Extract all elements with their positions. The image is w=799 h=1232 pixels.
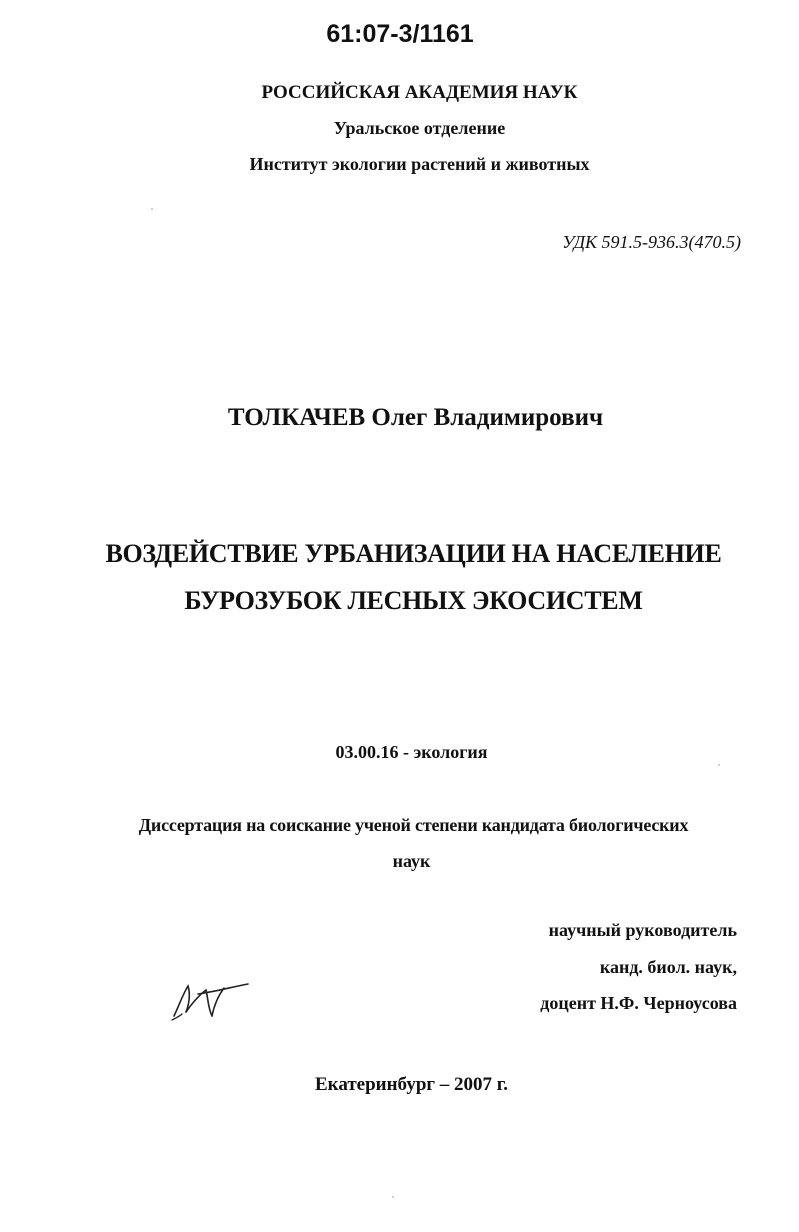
degree-statement-line-2: наук — [392, 851, 431, 871]
academy-name: РОССИЙСКАЯ АКАДЕМИЯ НАУК — [261, 82, 578, 103]
scan-speck — [392, 1196, 394, 1198]
archive-number: 61:07-3/1161 — [326, 20, 474, 48]
scan-speck — [151, 208, 153, 210]
specialty-code: 03.00.16 - экология — [335, 742, 488, 762]
author-name: ТОЛКАЧЕВ Олег Владимирович — [227, 404, 604, 431]
dissertation-title-line-2: БУРОЗУБОК ЛЕСНЫХ ЭКОСИСТЕМ — [184, 586, 643, 615]
udc-code: УДК 591.5-936.3(470.5) — [562, 232, 741, 252]
supervisor-name: доцент Н.Ф. Черноусова — [540, 993, 737, 1013]
city-and-year: Екатеринбург – 2007 г. — [314, 1074, 509, 1095]
dissertation-title-line-1: ВОЗДЕЙСТВИЕ УРБАНИЗАЦИИ НА НАСЕЛЕНИЕ — [105, 539, 722, 568]
degree-statement-line-1: Диссертация на соискание ученой степени кандидата биологических — [138, 815, 689, 835]
branch-name: Уральское отделение — [333, 118, 506, 138]
supervisor-degree: канд. биол. наук, — [599, 957, 737, 977]
institute-name: Институт экологии растений и животных — [249, 154, 590, 174]
handwritten-signature — [168, 978, 252, 1024]
supervisor-role: научный руководитель — [548, 920, 737, 940]
scan-speck — [718, 764, 720, 766]
